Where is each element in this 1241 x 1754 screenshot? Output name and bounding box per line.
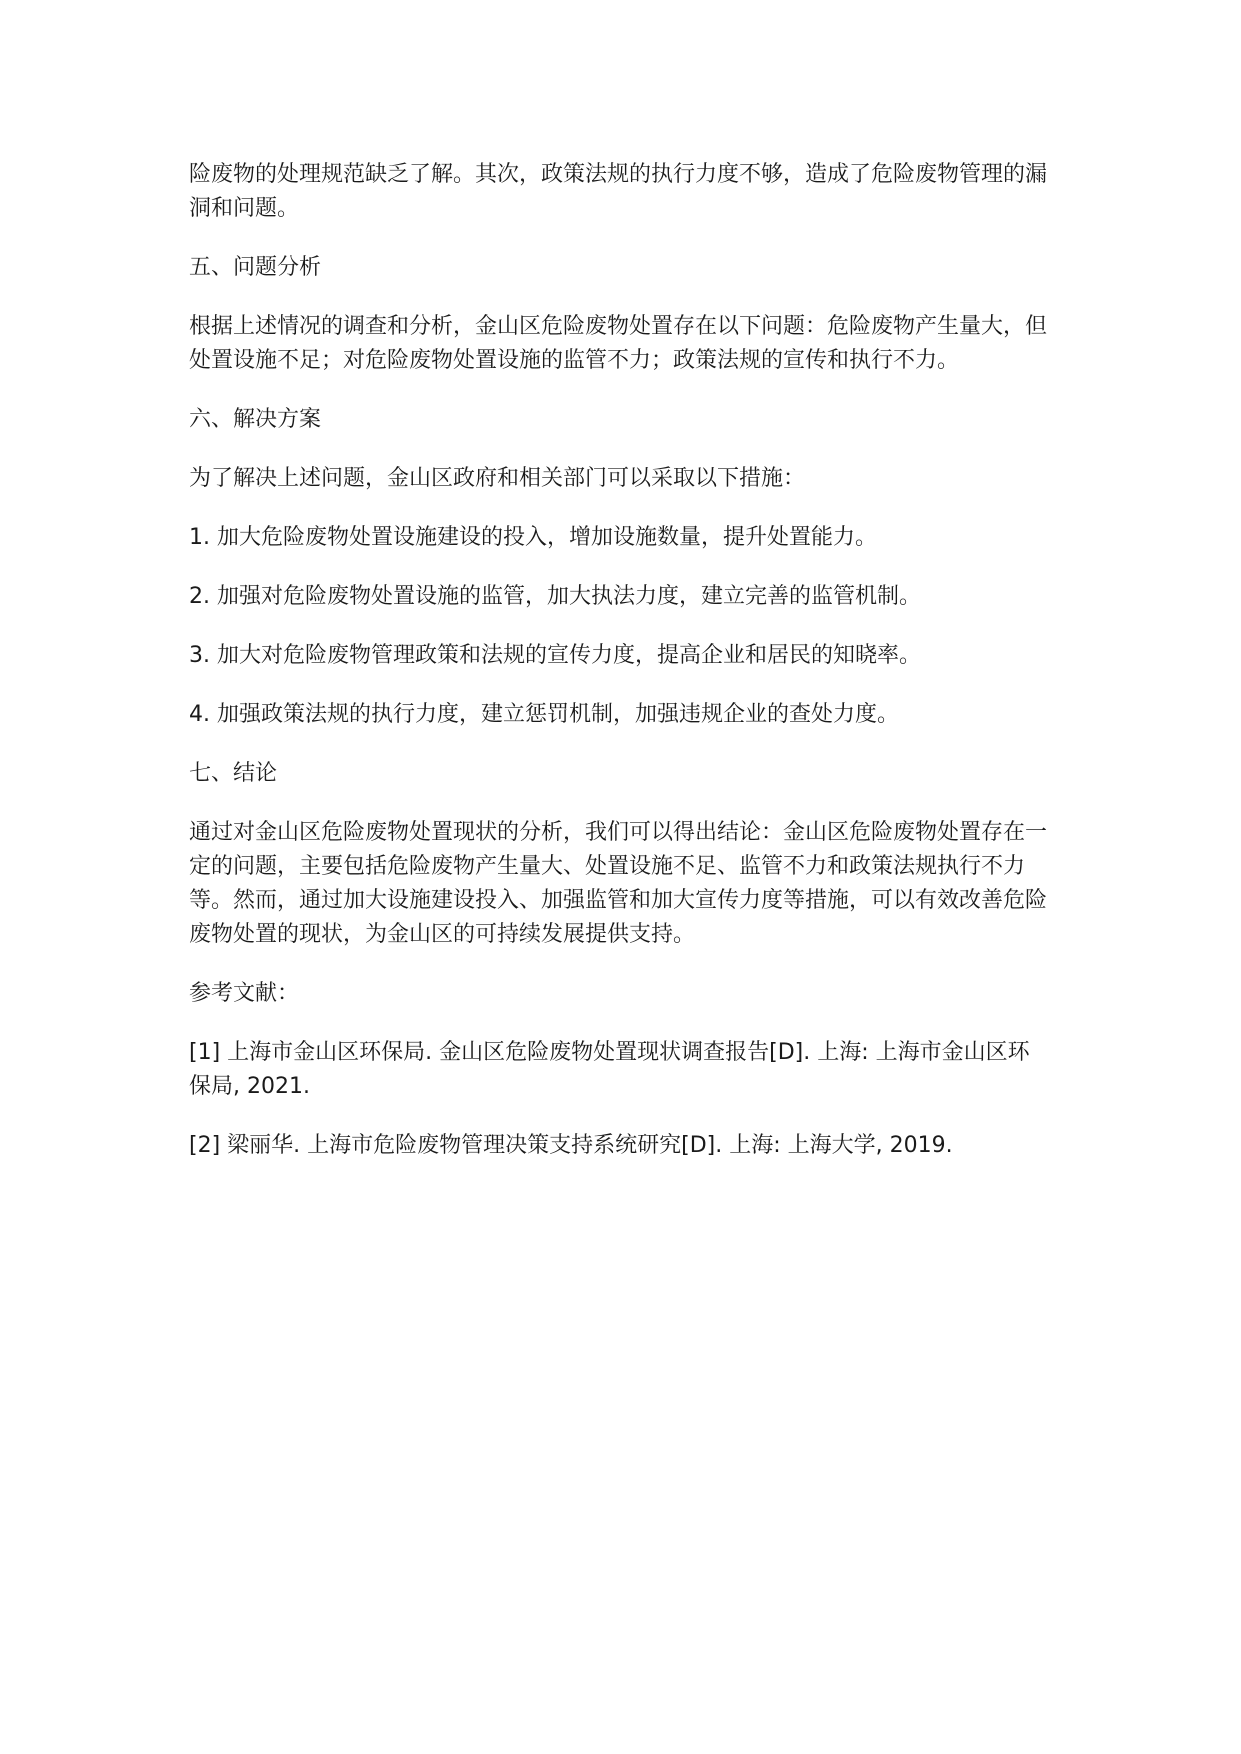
- solution-item-2: 2. 加强对危险废物处置设施的监管，加大执法力度，建立完善的监管机制。: [189, 584, 921, 609]
- section-heading-problem-analysis: 五、问题分析: [189, 255, 322, 280]
- reference-item-1: [1] 上海市金山区环保局. 金山区危险废物处置现状调查报告[D]. 上海: 上海市金山区环保局, 2021.: [189, 1040, 1030, 1099]
- references-heading: 参考文献：: [189, 981, 300, 1006]
- solution-item-1: 1. 加大危险废物处置设施建设的投入，增加设施数量，提升处置能力。: [189, 525, 877, 550]
- reference-item-2: [2] 梁丽华. 上海市危险废物管理决策支持系统研究[D]. 上海: 上海大学, 2019.: [189, 1133, 953, 1158]
- paragraph-conclusion: 通过对金山区危险废物处置现状的分析，我们可以得出结论：金山区危险废物处置存在一定的问题，主要包括危险废物产生量大、处置设施不足、监管不力和政策法规执行不力等。然而，通过加大设施建设投入、加强监管和加大宣传力度等措施，可以有效改善危险废物处置的现状，为金山区的可持续发展提供支持。: [189, 820, 1048, 947]
- paragraph-problem-analysis: 根据上述情况的调查和分析，金山区危险废物处置存在以下问题：危险废物产生量大，但处置设施不足；对危险废物处置设施的监管不力；政策法规的宣传和执行不力。: [189, 314, 1048, 373]
- document-body: [189, 158, 1049, 1188]
- paragraph-solutions-intro: 为了解决上述问题，金山区政府和相关部门可以采取以下措施：: [189, 466, 806, 491]
- solution-item-4: 4. 加强政策法规的执行力度，建立惩罚机制，加强违规企业的查处力度。: [189, 702, 899, 727]
- section-heading-solutions: 六、解决方案: [189, 407, 322, 432]
- section-heading-conclusion: 七、结论: [189, 761, 278, 786]
- paragraph-continuation: 险废物的处理规范缺乏了解。其次，政策法规的执行力度不够，造成了危险废物管理的漏洞和问题。: [189, 162, 1048, 221]
- solution-item-3: 3. 加大对危险废物管理政策和法规的宣传力度，提高企业和居民的知晓率。: [189, 643, 921, 668]
